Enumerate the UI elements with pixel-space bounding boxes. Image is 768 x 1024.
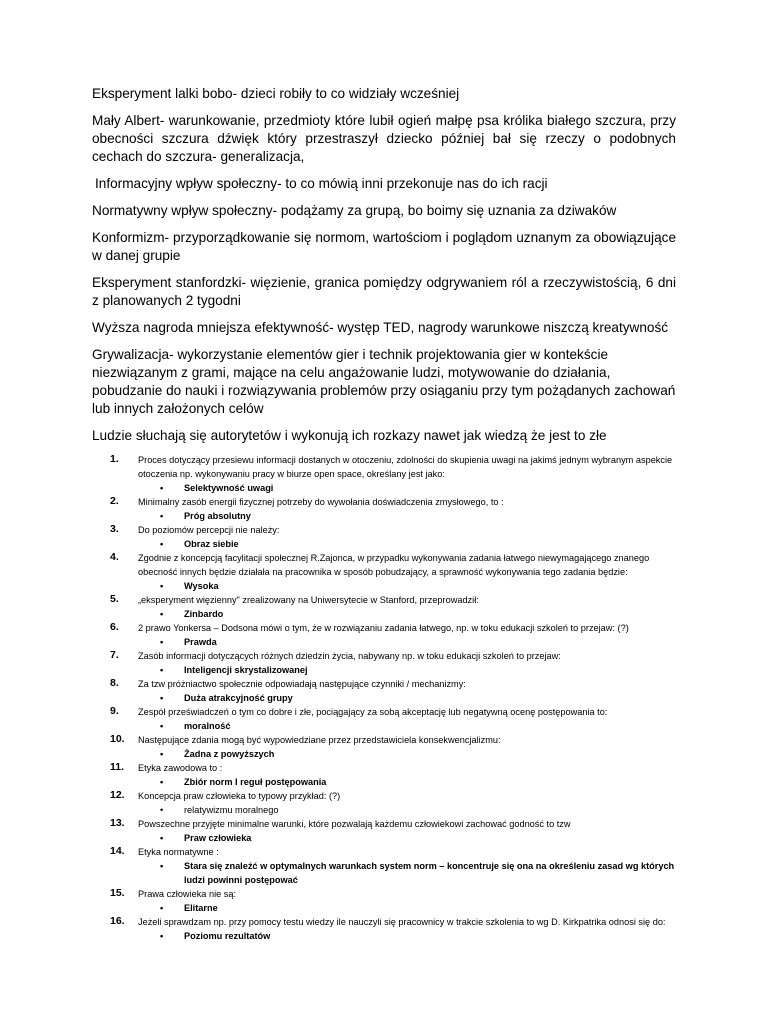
bullet-icon: • bbox=[160, 805, 164, 815]
paragraph-stanfordzki: Eksperyment stanfordzki- więzienie, granica pomiędzy odgrywaniem ról a rzeczywistością, 6 dni z planowanych 2 tygodni bbox=[92, 275, 676, 308]
answer-item bbox=[160, 537, 690, 551]
bullet-icon: • bbox=[160, 665, 164, 675]
question-number: 9. bbox=[110, 705, 119, 717]
question-text: Powszechne przyjęte minimalne warunki, które pozwalają każdemu człowiekowi zachować godność to tzw bbox=[138, 819, 571, 829]
answer-text: Praw człowieka bbox=[184, 833, 252, 843]
answer-text: Próg absolutny bbox=[184, 511, 251, 521]
question-item bbox=[110, 705, 690, 733]
paragraph-normatywny: Normatywny wpływ społeczny- podążamy za grupą, bo boimy się uznania za dziwaków bbox=[92, 203, 617, 218]
question-text: Jeżeli sprawdzam np. przy pomocy testu wiedzy ile nauczyli się pracownicy w trakcie szkolenia to wg D. Kirkpatrika odnosi się do: bbox=[138, 917, 666, 927]
paragraph-informacyjny: Informacyjny wpływ społeczny- to co mówią inni przekonuje nas do ich racji bbox=[95, 176, 548, 191]
question-number: 11. bbox=[110, 761, 125, 773]
question-item bbox=[110, 733, 690, 761]
bullet-icon: • bbox=[160, 637, 164, 647]
paragraph-grywalizacja: Grywalizacja- wykorzystanie elementów gier i technik projektowania gier w kontekście niezwiązanym z grami, mające na celu angażowanie ludzi, motywowanie do działania, pobudzanie do nauki i rozwiązywania problemów przy osiąganiu przy tym pożądanych zachowań lub innych założonych celów bbox=[92, 347, 676, 416]
question-text: Minimalny zasób energii fizycznej potrzeby do wywołania doświadczenia zmysłowego, to : bbox=[138, 497, 504, 507]
question-item bbox=[110, 789, 690, 817]
answer-item bbox=[160, 831, 690, 845]
question-number: 15. bbox=[110, 887, 125, 899]
question-item bbox=[110, 453, 690, 495]
answer-text: moralność bbox=[184, 721, 231, 731]
answer-item bbox=[160, 719, 690, 733]
question-text: Proces dotyczący przesiewu informacji dostanych w otoczeniu, zdolności do skupienia uwagi na jakimś jednym wybranym aspekcie otoczenia np. wykonywaniu pracy w biurze open space, określany jest jako: bbox=[138, 455, 673, 479]
question-item bbox=[110, 845, 690, 887]
paragraph-maly-albert: Mały Albert- warunkowanie, przedmioty które lubił ogień małpę psa królika białego szczura, przy obecności szczura dźwięk który przestraszył dziecko później bał się rzeczy o podobnych cechach do szczura- generalizacja, bbox=[92, 113, 676, 164]
question-item bbox=[110, 621, 690, 649]
paragraph-autorytety: Ludzie słuchają się autorytetów i wykonują ich rozkazy nawet jak wiedzą że jest to złe bbox=[92, 428, 607, 443]
answer-item bbox=[160, 803, 690, 817]
question-text: Etyka zawodowa to : bbox=[138, 763, 223, 773]
answer-text: Zinbardo bbox=[184, 609, 224, 619]
paragraph-nagroda: Wyższa nagroda mniejsza efektywność- występ TED, nagrody warunkowe niszczą kreatywność bbox=[92, 320, 669, 335]
bullet-icon: • bbox=[160, 903, 164, 913]
bullet-icon: • bbox=[160, 581, 164, 591]
answer-item bbox=[160, 691, 690, 705]
bullet-icon: • bbox=[160, 833, 164, 843]
question-number: 4. bbox=[110, 551, 119, 563]
bullet-icon: • bbox=[160, 777, 164, 787]
paragraph-konformizm: Konformizm- przyporządkowanie się normom, wartościom i poglądom uznanym za obowiązujące w danej grupie bbox=[92, 230, 676, 263]
question-item bbox=[110, 915, 690, 943]
question-item bbox=[110, 761, 690, 789]
question-text: Do poziomów percepcji nie należy: bbox=[138, 525, 280, 535]
question-item bbox=[110, 887, 690, 915]
question-text: Za tzw próżniactwo społecznie odpowiadają następujące czynniki / mechanizmy: bbox=[138, 679, 466, 689]
answer-text: Poziomu rezultatów bbox=[184, 931, 271, 941]
question-item bbox=[110, 593, 690, 621]
bullet-icon: • bbox=[160, 539, 164, 549]
answer-item bbox=[160, 775, 690, 789]
answer-text: relatywizmu moralnego bbox=[184, 805, 279, 815]
paragraph-bobo: Eksperyment lalki bobo- dzieci robiły to co widziały wcześniej bbox=[92, 86, 460, 101]
question-text: Etyka normatywne : bbox=[138, 847, 219, 857]
bullet-icon: • bbox=[160, 931, 164, 941]
question-text: Prawa człowieka nie są: bbox=[138, 889, 237, 899]
question-text: Następujące zdania mogą być wypowiedziane przez przedstawiciela konsekwencjalizmu: bbox=[138, 735, 501, 745]
answer-item bbox=[160, 747, 690, 761]
answer-item bbox=[160, 509, 690, 523]
question-text: Zespół przeświadczeń o tym co dobre i złe, pociągający za sobą akceptację lub negatywną ocenę postępowania to: bbox=[138, 707, 608, 717]
question-number: 16. bbox=[110, 915, 125, 927]
answer-item bbox=[160, 607, 690, 621]
question-item bbox=[110, 649, 690, 677]
question-number: 3. bbox=[110, 523, 119, 535]
question-number: 14. bbox=[110, 845, 125, 857]
question-list bbox=[110, 453, 690, 943]
question-number: 10. bbox=[110, 733, 125, 745]
bullet-icon: • bbox=[160, 693, 164, 703]
bullet-icon: • bbox=[160, 483, 164, 493]
answer-text: Selektywność uwagi bbox=[184, 483, 274, 493]
question-text: Koncepcja praw człowieka to typowy przykład: (?) bbox=[138, 791, 341, 801]
question-text: 2 prawo Yonkersa – Dodsona mówi o tym, że w rozwiązaniu zadania łatwego, np. w toku edukacji szkoleń to przejaw: (?) bbox=[138, 623, 629, 633]
answer-text: Prawda bbox=[184, 637, 217, 647]
question-number: 12. bbox=[110, 789, 125, 801]
question-number: 8. bbox=[110, 677, 119, 689]
answer-text: Żadna z powyższych bbox=[184, 749, 275, 759]
answer-text: Wysoka bbox=[184, 581, 219, 591]
bullet-icon: • bbox=[160, 511, 164, 521]
question-item bbox=[110, 817, 690, 845]
answer-text: Inteligencji skrystalizowanej bbox=[184, 665, 308, 675]
bullet-icon: • bbox=[160, 749, 164, 759]
answer-item bbox=[160, 859, 690, 887]
question-item bbox=[110, 495, 690, 523]
question-number: 5. bbox=[110, 593, 119, 605]
question-text: Zasób informacji dotyczących różnych dziedzin życia, nabywany np. w toku edukacji szkoleń to przejaw: bbox=[138, 651, 561, 661]
question-item bbox=[110, 523, 690, 551]
answer-text: Duża atrakcyjność grupy bbox=[184, 693, 293, 703]
question-number: 7. bbox=[110, 649, 119, 661]
bullet-icon: • bbox=[160, 609, 164, 619]
question-number: 13. bbox=[110, 817, 125, 829]
question-text: Zgodnie z koncepcją facylitacji społecznej R.Zajonca, w przypadku wykonywania zadania łatwego niewymagającego znanego obecność innych będzie działała na pracownika w sposób pobudzający, a sprawność wykonywania tego zadania będzie: bbox=[138, 553, 650, 577]
answer-item bbox=[160, 901, 690, 915]
question-item bbox=[110, 551, 690, 593]
question-number: 6. bbox=[110, 621, 119, 633]
bullet-icon: • bbox=[160, 861, 164, 871]
question-number: 2. bbox=[110, 495, 119, 507]
question-number: 1. bbox=[110, 453, 119, 465]
answer-item bbox=[160, 579, 690, 593]
answer-text: Stara się znaleźć w optymalnych warunkach system norm – koncentruje się ona na określeniu zasad wg których ludzi powinni postępować bbox=[184, 861, 675, 885]
answer-text: Zbiór norm I reguł postępowania bbox=[184, 777, 327, 787]
answer-text: Elitarne bbox=[184, 903, 218, 913]
question-item bbox=[110, 677, 690, 705]
answer-item bbox=[160, 635, 690, 649]
bullet-icon: • bbox=[160, 721, 164, 731]
answer-item bbox=[160, 929, 690, 943]
notes-section bbox=[92, 85, 676, 454]
answer-text: Obraz siebie bbox=[184, 539, 239, 549]
answer-item bbox=[160, 481, 690, 495]
answer-item bbox=[160, 663, 690, 677]
question-text: „eksperyment więzienny" zrealizowany na Uniwersytecie w Stanford, przeprowadził: bbox=[138, 595, 479, 605]
